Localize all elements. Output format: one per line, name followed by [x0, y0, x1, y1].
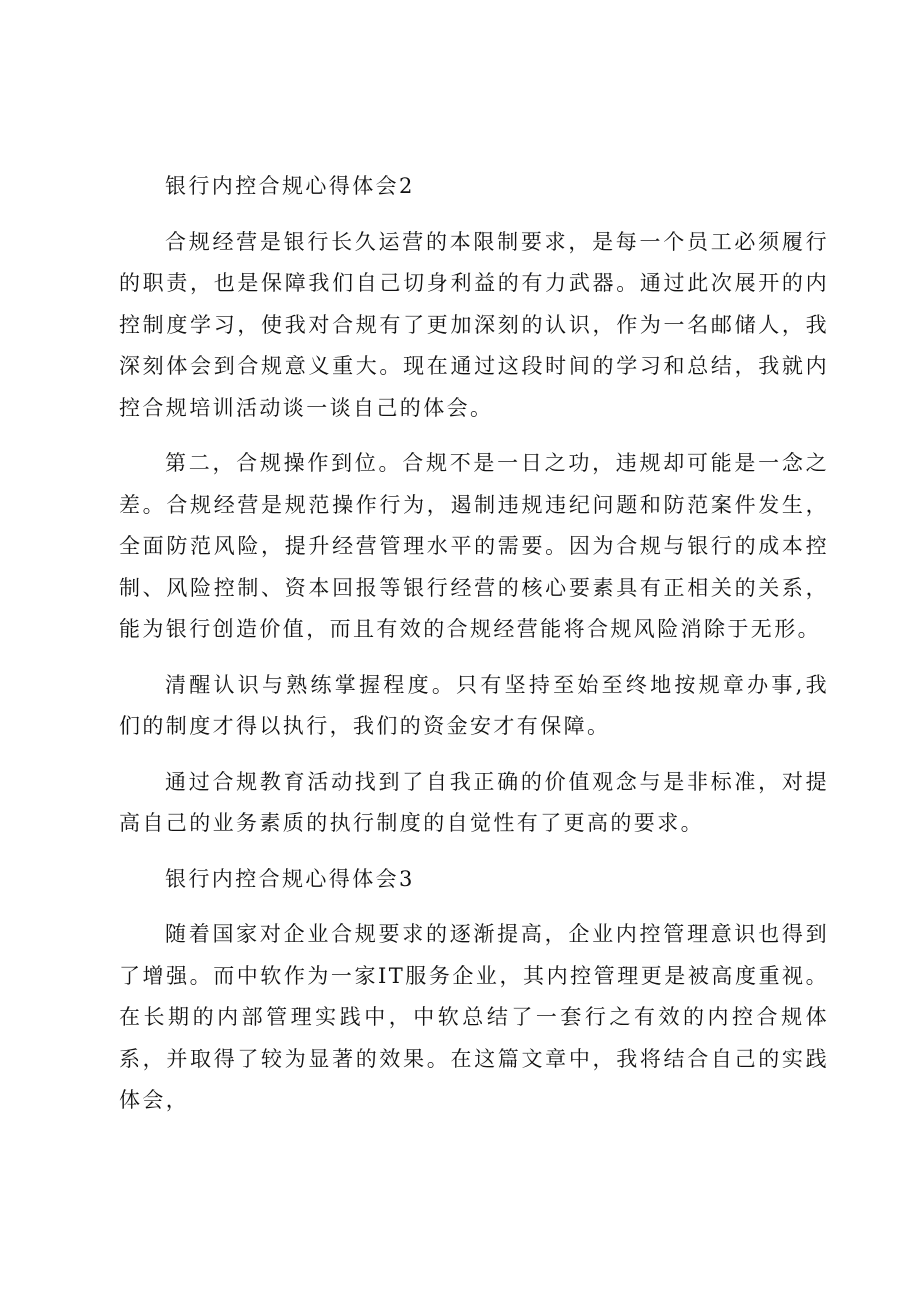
paragraph-2-1: 合规经营是银行长久运营的本限制要求，是每一个员工必须履行的职责，也是保障我们自己切身利益的有力武器。通过此次展开的内控制度学习，使我对合规有了更加深刻的认识，作为一名邮储人，我深刻体会到合规意义重大。现在通过这段时间的学习和总结，我就内控合规培训活动谈一谈自己的体会。 — [119, 229, 829, 420]
paragraph-2-4: 通过合规教育活动找到了自我正确的价值观念与是非标准，对提高自己的业务素质的执行制度的自觉性有了更高的要求。 — [119, 769, 829, 835]
document-body — [119, 166, 829, 1122]
section-heading-2: 银行内控合规心得体会2 — [165, 174, 415, 198]
paragraph-3-1: 随着国家对企业合规要求的逐渐提高，企业内控管理意识也得到了增强。而中软作为一家IT服务企业，其内控管理更是被高度重视。在长期的内部管理实践中，中软总结了一套行之有效的内控合规体系，并取得了较为显著的效果。在这篇文章中，我将结合自己的实践体会， — [119, 922, 829, 1112]
section-heading-3: 银行内控合规心得体会3 — [165, 866, 415, 891]
paragraph-2-2: 第二，合规操作到位。合规不是一日之功，违规却可能是一念之差。合规经营是规范操作行为，遏制违规违纪问题和防范案件发生，全面防范风险，提升经营管理水平的需要。因为合规与银行的成本控制、风险控制、资本回报等银行经营的核心要素具有正相关的关系，能为银行创造价值，而且有效的合规经营能将合规风险消除于无形。 — [119, 451, 829, 641]
paragraph-2-3: 清醒认识与熟练掌握程度。只有坚持至始至终地按规章办事,我们的制度才得以执行，我们的资金安才有保障。 — [119, 672, 829, 738]
